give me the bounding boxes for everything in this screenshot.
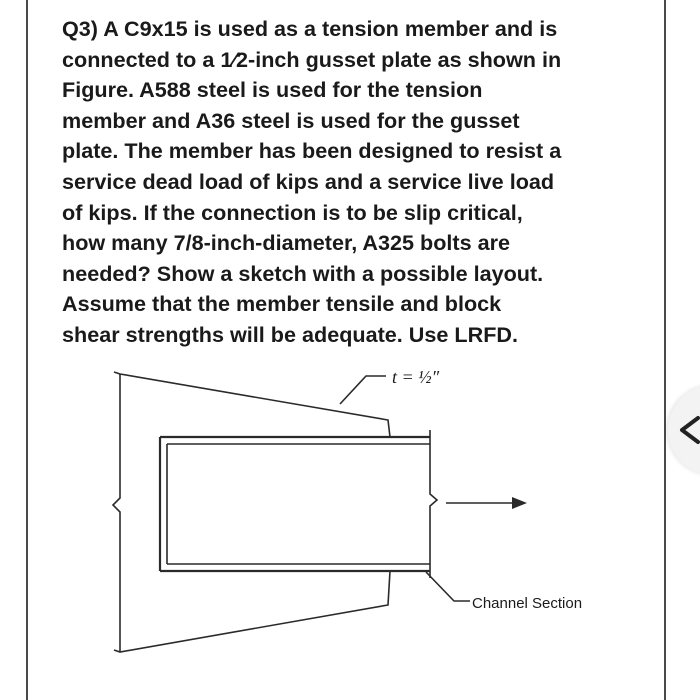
- gusset-plate-outline: [114, 372, 430, 437]
- gusset-break-line: [113, 374, 120, 652]
- question-line: Assume that the member tensile and block: [62, 291, 502, 317]
- question-line: of kips. If the connection is to be slip critical,: [62, 199, 523, 225]
- channel-leader: [426, 572, 470, 601]
- channel-break-line: [430, 430, 437, 578]
- question-line: plate. The member has been designed to resist a: [62, 138, 562, 164]
- channel-section-label: Channel Section: [472, 595, 583, 612]
- question-line: Figure. A588 steel is used for the tension: [62, 77, 483, 103]
- chevron-left-icon: [676, 415, 700, 445]
- force-arrow-head: [512, 497, 527, 509]
- gusset-plate-outline: [114, 571, 430, 652]
- question-line: connected to a 1⁄2-inch gusset plate as shown in: [62, 46, 562, 72]
- thickness-leader: [340, 376, 386, 404]
- question-line: Q3) A C9x15 is used as a tension member and is: [62, 16, 558, 41]
- question-line: needed? Show a sketch with a possible layout.: [62, 260, 544, 286]
- question-line: how many 7/8-inch-diameter, A325 bolts are: [62, 230, 511, 256]
- question-line: shear strengths will be adequate. Use LRFD.: [62, 321, 518, 347]
- thickness-label: t = ½″: [392, 367, 440, 387]
- question-line: member and A36 steel is used for the gusset: [62, 107, 520, 133]
- question-line: service dead load of kips and a service live load: [62, 168, 555, 194]
